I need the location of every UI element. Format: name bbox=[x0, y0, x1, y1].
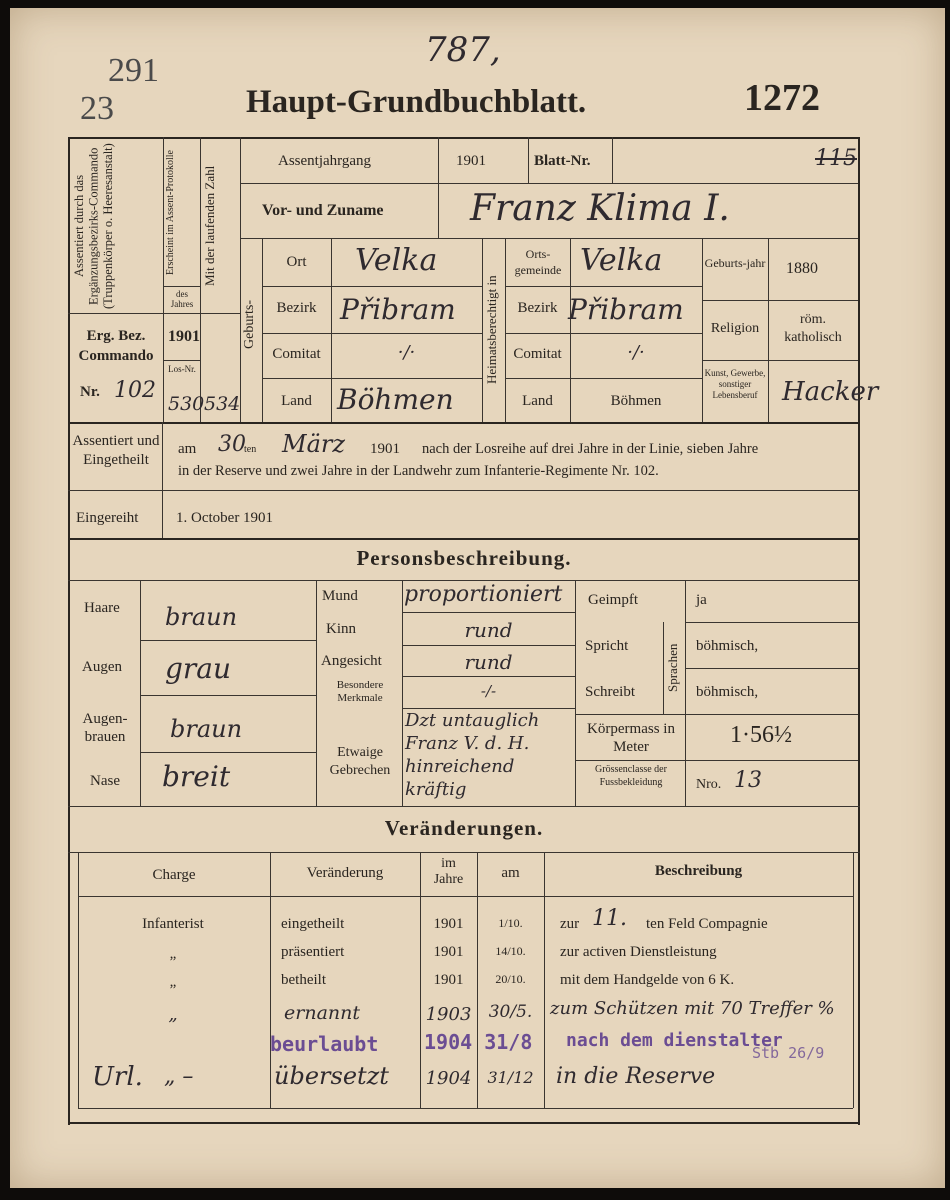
haare-label: Haare bbox=[84, 600, 120, 616]
divider bbox=[140, 752, 316, 753]
row5-dash: „ – bbox=[164, 1064, 194, 1089]
divider bbox=[78, 896, 853, 897]
stamp-dienstalter: nach dem dienstalter bbox=[566, 1030, 783, 1051]
row2-jahr: 1901 bbox=[433, 944, 464, 960]
mund-value: proportioniert bbox=[404, 582, 563, 607]
beruf-label: Kunst, Gewerbe, sonstiger Lebensberuf bbox=[704, 368, 766, 400]
h-land-value: Böhmen bbox=[610, 393, 662, 409]
vorzuname-value: Franz Klima I. bbox=[470, 188, 730, 229]
los-nr-label: Los-Nr. bbox=[168, 364, 196, 374]
heimatsberechtigt-label: Heimatsberechtigt in bbox=[484, 275, 499, 385]
row1-beschreibung-pre: zur bbox=[560, 916, 580, 932]
row2-am: 14/10. bbox=[495, 944, 526, 958]
nr-value: 102 bbox=[114, 378, 156, 403]
gebrechen-line2: Franz V. d. H. bbox=[405, 733, 530, 754]
divider bbox=[853, 852, 854, 1108]
h-comitat-label: Comitat bbox=[513, 346, 562, 362]
row3-am: 20/10. bbox=[495, 972, 526, 986]
row2-veraenderung: präsentiert bbox=[281, 944, 345, 960]
divider bbox=[140, 640, 316, 641]
blatt-nr-label: Blatt-Nr. bbox=[534, 153, 591, 169]
divider bbox=[140, 695, 316, 696]
frame-bottom bbox=[68, 1122, 860, 1124]
divider bbox=[438, 183, 439, 238]
row1-veraenderung: eingetheilt bbox=[281, 916, 345, 932]
spricht-label: Spricht bbox=[585, 638, 629, 654]
divider bbox=[528, 137, 529, 183]
beruf-value: Hacker bbox=[782, 377, 879, 407]
augenbrauen-value: braun bbox=[170, 715, 243, 743]
header-am: am bbox=[501, 865, 520, 881]
divider bbox=[544, 852, 545, 1108]
row2-charge: „ bbox=[169, 946, 177, 962]
divider bbox=[702, 300, 858, 301]
divider bbox=[68, 538, 860, 540]
divider bbox=[663, 622, 664, 714]
row5-am: 31/12 bbox=[487, 1068, 534, 1087]
divider bbox=[685, 622, 858, 623]
pencil-number-23: 23 bbox=[80, 90, 114, 127]
des-jahres-label: des Jahres bbox=[170, 289, 194, 309]
comitat-value: ·/· bbox=[397, 342, 416, 363]
header-charge: Charge bbox=[152, 867, 196, 883]
eingereiht-label: Eingereiht bbox=[76, 510, 139, 526]
divider bbox=[402, 645, 575, 646]
row4-jahr: 1903 bbox=[425, 1004, 472, 1025]
gebrechen-line1: Dzt untauglich bbox=[405, 710, 540, 731]
geburtsjahr-value: 1880 bbox=[786, 260, 818, 277]
header-beschreibung: Beschreibung bbox=[654, 863, 743, 879]
assentiert-text-line2: in der Reserve und zwei Jahre in der Landwehr zum Infanterie-Regimente Nr. 102. bbox=[178, 463, 659, 479]
assentjahrgang-value: 1901 bbox=[456, 153, 486, 169]
assent-year-value: 1901 bbox=[168, 328, 200, 345]
pencil-number-291: 291 bbox=[108, 52, 159, 89]
stamp-year-date: 1904 31/8 bbox=[424, 1030, 533, 1054]
header-veraenderung: Veränderung bbox=[306, 865, 384, 881]
stamp-reference: Stb 26/9 bbox=[752, 1044, 825, 1062]
koerpermass-label: Körpermass in Meter bbox=[587, 721, 675, 755]
assentiert-month: März bbox=[282, 430, 345, 458]
row4-charge: „ bbox=[168, 1004, 178, 1025]
divider bbox=[316, 580, 317, 806]
divider bbox=[240, 183, 858, 184]
handwritten-number-787: 787, bbox=[425, 30, 501, 70]
divider bbox=[68, 490, 860, 491]
row3-jahr: 1901 bbox=[433, 972, 464, 988]
divider bbox=[685, 580, 686, 806]
merkmale-value: -/- bbox=[480, 682, 497, 700]
divider bbox=[262, 333, 482, 334]
vorzuname-label: Vor- und Zuname bbox=[262, 202, 384, 219]
assentiert-am: am bbox=[178, 441, 197, 457]
assentiert-year: 1901 bbox=[370, 441, 400, 457]
frame-top bbox=[68, 137, 860, 139]
assentiert-text-line1: nach der Losreihe auf drei Jahre in der Linie, sieben Jahre bbox=[422, 441, 759, 457]
row1-charge: Infanterist bbox=[142, 916, 204, 932]
row3-charge: „ bbox=[169, 974, 177, 990]
ort-value: Velka bbox=[355, 243, 438, 278]
assentiert-day: 30 bbox=[218, 432, 246, 457]
frame-right bbox=[858, 137, 860, 1125]
land-label: Land bbox=[281, 393, 312, 409]
row4-veraenderung: ernannt bbox=[284, 1002, 360, 1024]
ortsgemeinde-label: Orts-gemeinde bbox=[514, 247, 562, 277]
row2-beschreibung: zur activen Dienstleistung bbox=[560, 944, 717, 960]
row4-beschreibung: zum Schützen mit 70 Treffer % bbox=[550, 998, 835, 1019]
bezirk-label: Bezirk bbox=[276, 300, 317, 316]
nro-label: Nro. bbox=[696, 777, 722, 792]
divider bbox=[162, 422, 163, 540]
divider bbox=[402, 612, 575, 613]
eingereiht-value: 1. October 1901 bbox=[176, 510, 274, 526]
laufende-zahl-value: 534 bbox=[204, 393, 241, 415]
religion-label: Religion bbox=[710, 321, 760, 336]
schreibt-label: Schreibt bbox=[585, 684, 635, 700]
laufende-zahl-label: Mit der laufenden Zahl bbox=[202, 165, 217, 287]
divider bbox=[768, 238, 769, 422]
ort-label: Ort bbox=[286, 254, 307, 270]
header-im-jahre: im Jahre bbox=[433, 856, 464, 887]
divider bbox=[78, 1108, 853, 1109]
row1-beschreibung-hw: 11. bbox=[592, 906, 627, 931]
assentiert-eingetheilt-label: Assentiert und Eingetheilt bbox=[72, 433, 160, 468]
divider bbox=[505, 286, 702, 287]
blatt-nr-value: 115 bbox=[815, 146, 857, 171]
divider bbox=[505, 333, 702, 334]
divider bbox=[262, 286, 482, 287]
personsbeschreibung-title: Personsbeschreibung. bbox=[356, 546, 572, 570]
h-bezirk-value: Přibram bbox=[568, 293, 684, 326]
divider bbox=[575, 714, 858, 715]
comitat-label: Comitat bbox=[272, 346, 321, 362]
haare-value: braun bbox=[165, 603, 238, 631]
merkmale-label: Besondere Merkmale bbox=[336, 679, 384, 704]
divider bbox=[482, 238, 483, 422]
augen-value: grau bbox=[165, 652, 232, 685]
row1-jahr: 1901 bbox=[433, 916, 464, 932]
row3-beschreibung: mit dem Handgelde von 6 K. bbox=[560, 972, 735, 988]
divider bbox=[68, 313, 240, 314]
divider bbox=[163, 137, 164, 423]
divider bbox=[612, 137, 613, 183]
groessenclasse-label: Grössenclasse der Fussbekleidung bbox=[595, 764, 667, 788]
row5-jahr: 1904 bbox=[425, 1068, 472, 1089]
sheet-number-1272: 1272 bbox=[744, 77, 820, 119]
divider bbox=[200, 137, 201, 423]
kinn-label: Kinn bbox=[326, 621, 356, 637]
land-value: Böhmen bbox=[337, 383, 454, 416]
assentiert-durch-label: Assentiert durch das Ergänzungsbezirks-Commando (Truppenkörper o. Heeresanstalt) bbox=[72, 143, 115, 309]
koerpermass-value: 1·56½ bbox=[730, 722, 792, 748]
ortsgemeinde-value: Velka bbox=[580, 243, 663, 278]
gebrechen-line4: kräftig bbox=[405, 779, 467, 800]
divider bbox=[270, 852, 271, 1108]
divider bbox=[402, 676, 575, 677]
h-comitat-value: ·/· bbox=[627, 342, 645, 363]
frame-left bbox=[68, 137, 70, 1125]
gebrechen-label: Etwaige Gebrechen bbox=[329, 745, 391, 778]
divider bbox=[438, 137, 439, 183]
row5-veraenderung: übersetzt bbox=[274, 1062, 389, 1090]
divider bbox=[685, 668, 858, 669]
veraenderungen-title: Veränderungen. bbox=[384, 816, 544, 840]
divider bbox=[402, 708, 575, 709]
augenbrauen-label: Augen-brauen bbox=[82, 711, 128, 745]
angesicht-value: rund bbox=[464, 650, 513, 674]
divider bbox=[240, 238, 858, 239]
bezirk-value: Přibram bbox=[340, 293, 456, 326]
geimpft-value: ja bbox=[696, 592, 707, 608]
divider bbox=[140, 580, 141, 806]
angesicht-label: Angesicht bbox=[321, 653, 382, 669]
divider bbox=[575, 760, 858, 761]
page-title: Haupt-Grundbuchblatt. bbox=[246, 84, 587, 120]
kinn-value: rund bbox=[464, 618, 513, 642]
geimpft-label: Geimpft bbox=[588, 592, 638, 608]
nro-value: 13 bbox=[734, 768, 762, 793]
nase-label: Nase bbox=[90, 773, 120, 789]
geburtsjahr-label: Geburts-jahr bbox=[704, 256, 766, 270]
row1-am: 1/10. bbox=[498, 916, 523, 930]
schreibt-value: böhmisch, bbox=[696, 684, 759, 700]
augen-label: Augen bbox=[82, 659, 122, 675]
divider bbox=[702, 360, 858, 361]
row3-veraenderung: betheilt bbox=[281, 972, 326, 988]
divider bbox=[68, 852, 860, 853]
stamp-beurlaubt: beurlaubt bbox=[270, 1032, 379, 1056]
divider bbox=[331, 238, 332, 422]
erg-bez-commando: Erg. Bez. Commando bbox=[78, 328, 154, 364]
religion-value: röm. katholisch bbox=[784, 312, 842, 345]
sprachen-label: Sprachen bbox=[665, 643, 680, 693]
los-nr-value: 530 bbox=[168, 393, 205, 415]
divider bbox=[163, 286, 200, 287]
divider bbox=[240, 137, 241, 423]
divider bbox=[68, 422, 860, 424]
assentjahrgang-label: Assentjahrgang bbox=[278, 153, 372, 169]
divider bbox=[262, 378, 482, 379]
erscheint-label: Erscheint im Assent-Protokolle bbox=[165, 150, 176, 276]
assentiert-ten: ten bbox=[244, 444, 257, 455]
nase-value: breit bbox=[162, 760, 231, 793]
divider bbox=[68, 580, 860, 581]
gebrechen-line3: hinreichend bbox=[405, 756, 515, 777]
h-land-label: Land bbox=[522, 393, 553, 409]
h-bezirk-label: Bezirk bbox=[517, 300, 558, 316]
row5-charge: Url. bbox=[92, 1062, 143, 1092]
row4-am: 30/5. bbox=[488, 1002, 533, 1022]
nr-label: Nr. bbox=[80, 384, 100, 400]
divider bbox=[163, 360, 200, 361]
row5-beschreibung: in die Reserve bbox=[556, 1064, 716, 1089]
spricht-value: böhmisch, bbox=[696, 638, 759, 654]
geburts-label: Geburts- bbox=[242, 300, 257, 350]
divider bbox=[575, 580, 576, 806]
divider bbox=[505, 378, 702, 379]
mund-label: Mund bbox=[322, 588, 358, 604]
row1-beschreibung-post: ten Feld Compagnie bbox=[646, 916, 768, 932]
divider bbox=[68, 806, 860, 807]
